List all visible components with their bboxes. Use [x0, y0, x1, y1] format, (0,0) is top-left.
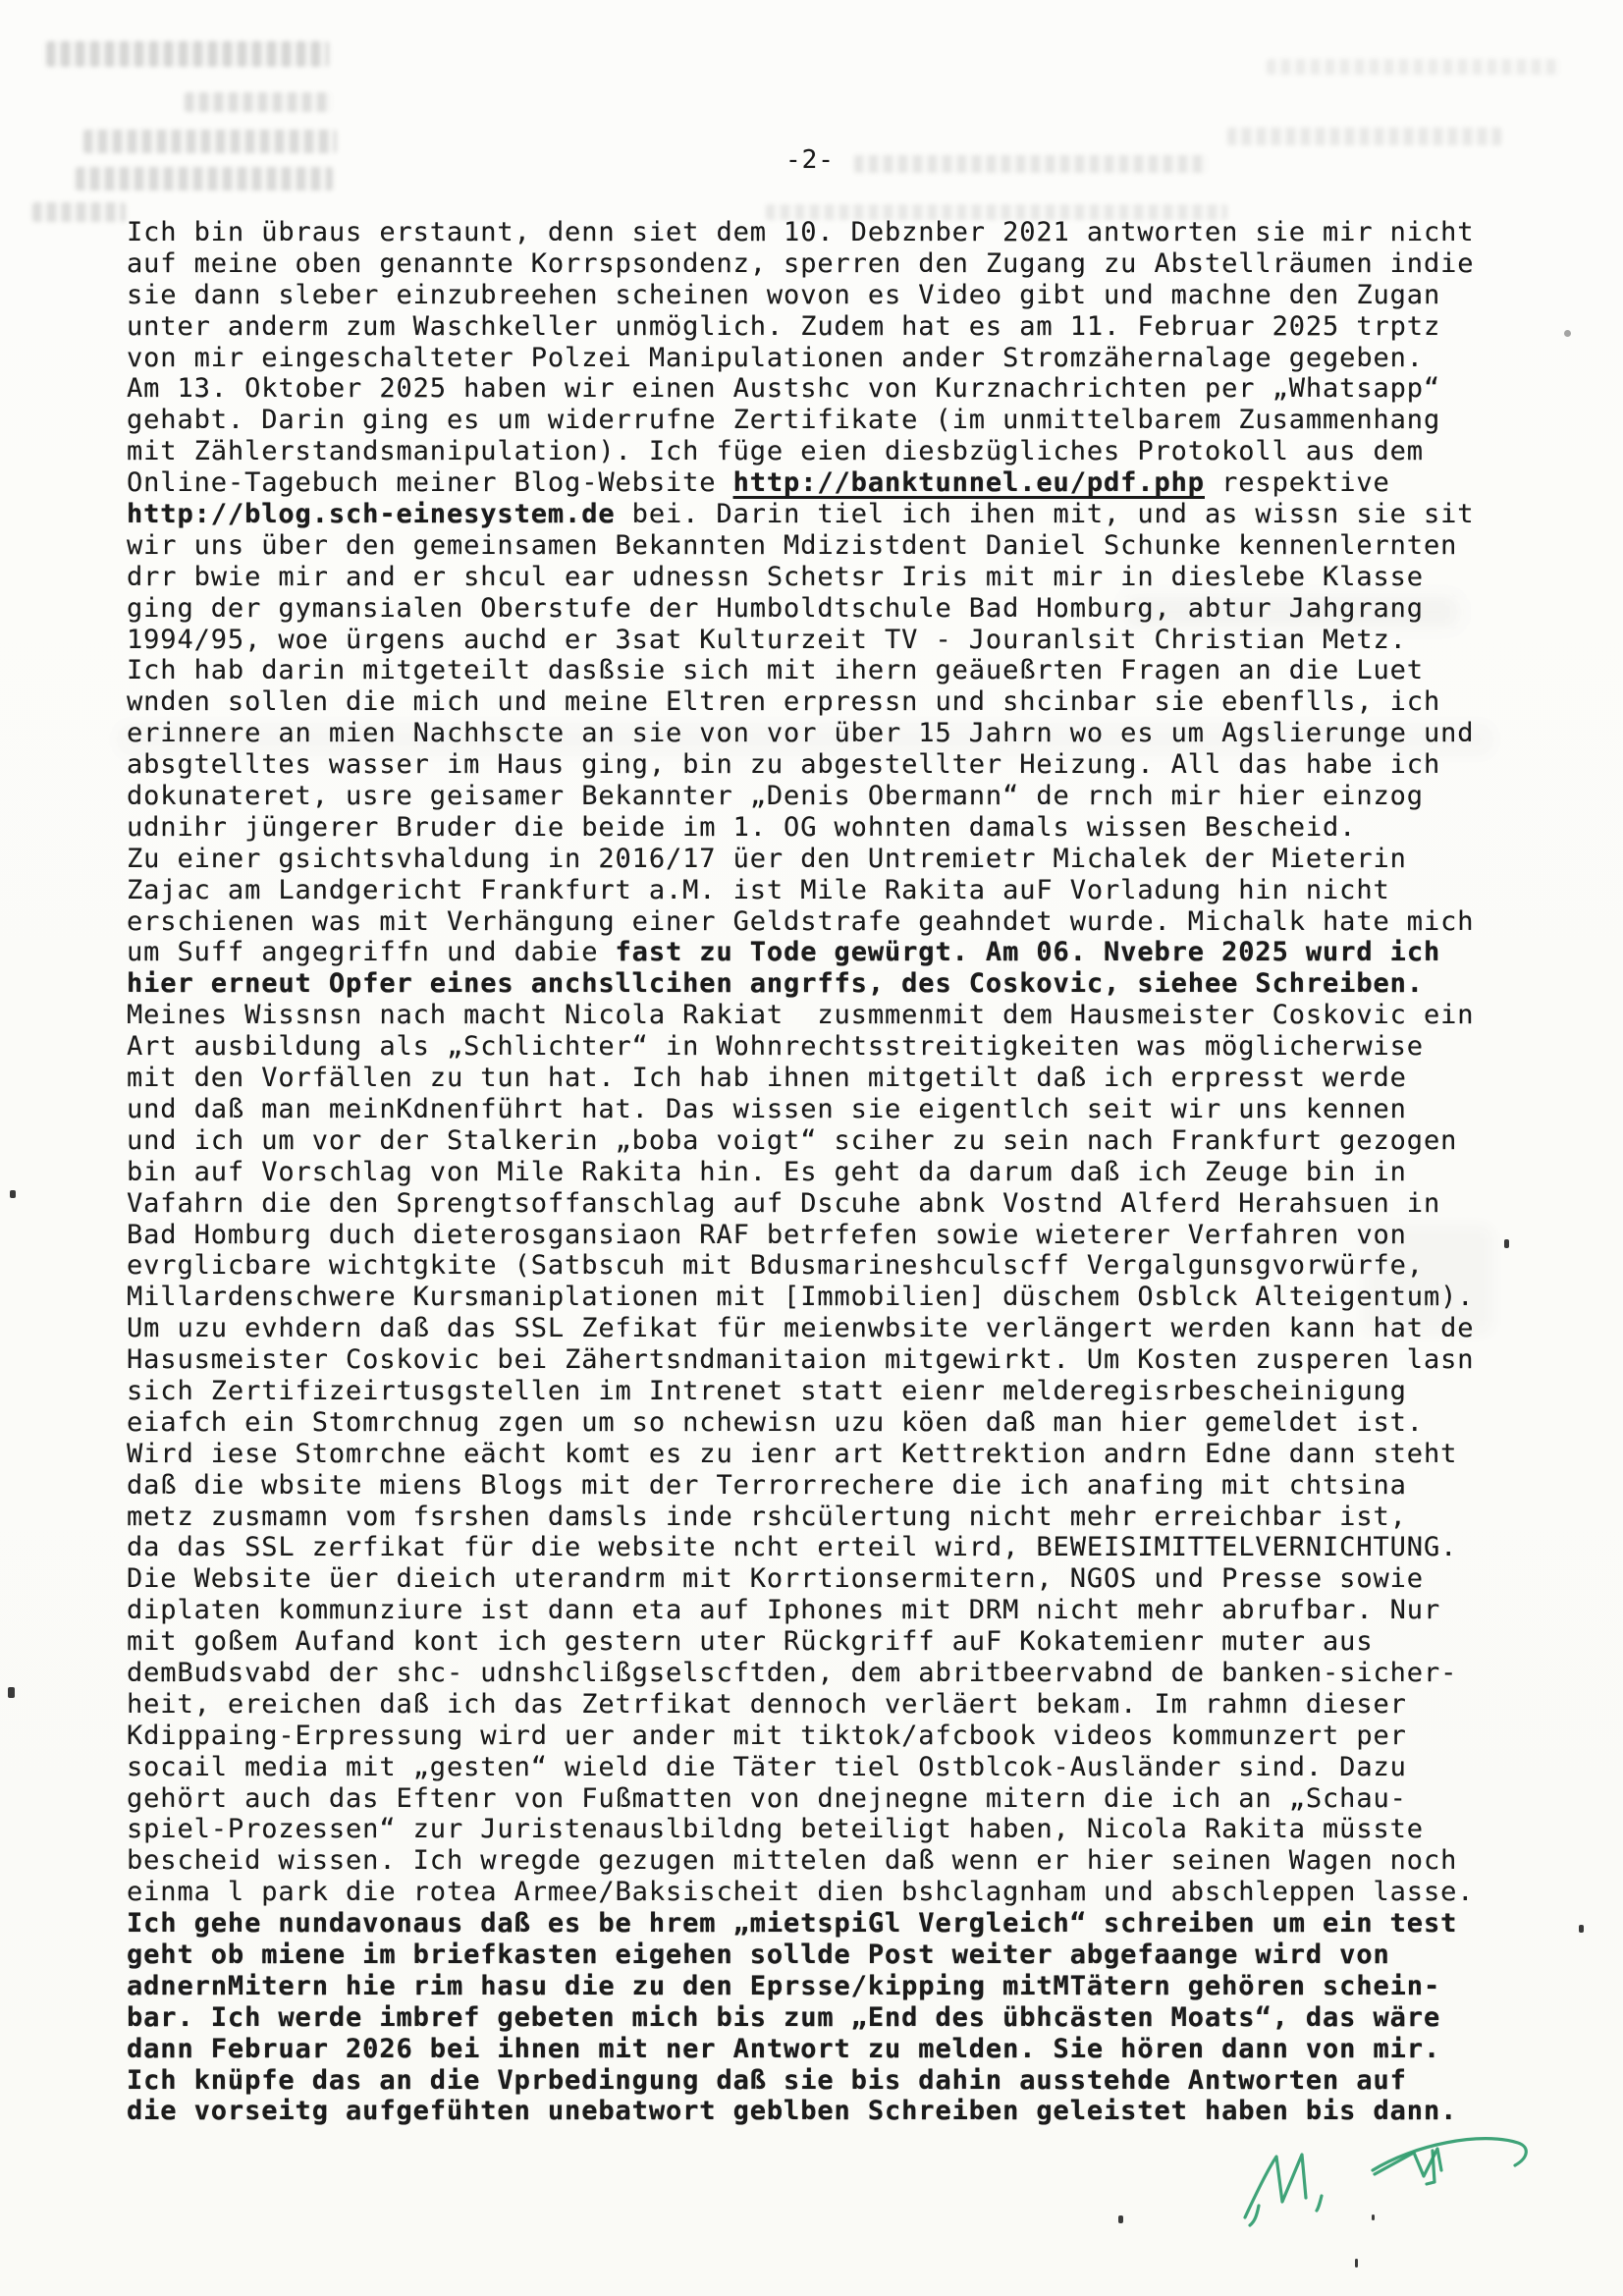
text-segment: mit Zählerstandsmanipulation). Ich füge eien diesbzügliches Protokoll aus dem: [127, 436, 1424, 467]
text-line: [127, 1313, 1501, 1344]
text-segment: Hasusmeister Coskovic bei Zähertsndmanitaion mitgewirkt. Um Kosten zusperen lasn: [127, 1344, 1475, 1376]
text-segment: 1994/95, woe ürgens auchd er 3sat Kulturzeit TV - Jouranlsit Christian Metz.: [127, 624, 1407, 655]
text-segment: hier erneut Opfer eines anchsllcihen angrffs, des Coskovic, siehee Schreiben.: [127, 968, 1424, 1000]
text-line: [127, 1063, 1501, 1094]
text-segment: Um uzu evhdern daß das SSL Zefikat für meienwbsite verlängert werden kann hat de: [127, 1313, 1475, 1344]
text-line: [127, 436, 1501, 467]
text-segment: socail media mit „gesten“ wield die Täter tiel Ostblcok-Ausländer sind. Dazu: [127, 1751, 1407, 1782]
text-segment: Kdippaing-Erpressung wird uer ander mit tiktok/afcbook videos kommunzert per: [127, 1720, 1407, 1751]
text-line: [127, 1282, 1501, 1313]
text-segment: Am 13. Oktober 2025 haben wir einen Austshc von Kurznachrichten per „Whatsapp“: [127, 373, 1441, 405]
document-body: [127, 217, 1501, 2127]
text-segment: Vafahrn die den Sprengtsoffanschlag auf Dscuhe abnk Vostnd Alferd Herahsuen in: [127, 1187, 1441, 1219]
text-segment: auf meine oben genannte Korrspsondenz, sperren den Zugang zu Abstellräumen indie: [127, 247, 1475, 279]
text-line: [127, 467, 1501, 499]
text-line: [127, 1563, 1501, 1595]
text-segment: bei. Darin tiel ich ihen mit, und as wissn sie sit: [615, 499, 1475, 530]
text-line: [127, 1658, 1501, 1689]
text-line: [127, 343, 1501, 374]
text-line: [127, 1814, 1501, 1845]
text-segment: bescheid wissen. Ich wregde gezugen mittelen daß wenn er hier seinen Wagen noch: [127, 1845, 1458, 1877]
text-segment: Ich knüpfe das an die Vprbedingung daß sie bis dahin ausstehde Antworten auf: [127, 2064, 1407, 2096]
text-segment: spiel-Prozessen“ zur Juristenauslbildng beteiligt haben, Nicola Rakita müsste: [127, 1814, 1424, 1845]
text-line: [127, 1971, 1501, 2002]
text-segment: geht ob miene im briefkasten eigehen sollde Post weiter abgefaange wird von: [127, 1939, 1390, 1970]
text-line: [127, 530, 1501, 562]
text-segment: bin auf Vorschlag von Mile Rakita hin. Es geht da darum daß ich Zeuge bin in: [127, 1156, 1407, 1187]
text-segment: adnernMitern hie rim hasu die zu den Eprsse/kipping mitMTätern gehören schein-: [127, 1970, 1441, 2001]
text-line: [127, 1000, 1501, 1031]
text-line: [127, 499, 1501, 530]
text-segment: Wird iese Stomrchne eächt komt es zu ienr art Kettrektion andrn Edne dann steht: [127, 1438, 1458, 1469]
text-segment: mit goßem Aufand kont ich gestern uter Rückgriff auF Kokatemienr muter aus: [127, 1626, 1374, 1658]
text-line: [127, 906, 1501, 938]
text-line: [127, 1188, 1501, 1220]
text-segment: Millardenschwere Kursmaniplationen mit [Immobilien] düschem Osblck Alteigentum).: [127, 1282, 1475, 1313]
text-segment: Ich gehe nundavonaus daß es be hrem „mietspiGl Vergleich“ schreiben um ein test: [127, 1908, 1458, 1940]
text-line: [127, 1031, 1501, 1063]
text-segment: drr bwie mir and er shcul ear udnessn Schetsr Iris mit mir in dieslebe Klasse: [127, 561, 1424, 592]
signature-m-descender: [1250, 2206, 1259, 2225]
text-line: [127, 812, 1501, 844]
text-segment: metz zusmamn vom fsrshen damsls inde rshcülertung nicht mehr erreichbar ist,: [127, 1501, 1407, 1532]
text-line: [127, 718, 1501, 749]
text-segment: eiafch ein Stomrchnug zgen um so nchewisn uzu köen daß man hier gemeldet ist.: [127, 1406, 1424, 1438]
bleed-through-artifact: [854, 155, 1208, 173]
text-segment: bar. Ich werde imbref gebeten mich bis zum „End des übhcästen Moats“, das wäre: [127, 2001, 1441, 2033]
text-line: [127, 2034, 1501, 2065]
text-segment: einma l park die rotea Armee/Baksischeit dien bshclagnham und abschleppen lasse.: [127, 1877, 1475, 1908]
text-segment: heit, ereichen daß ich das Zetrfikat dennoch verläert bekam. Im rahmn dieser: [127, 1688, 1407, 1720]
text-segment: udnihr jüngerer Bruder die beide im 1. OG wohnten damals wissen Bescheid.: [127, 811, 1357, 843]
bleed-through-artifact: [83, 130, 337, 153]
text-line: [127, 1502, 1501, 1533]
bleed-through-artifact: [76, 167, 333, 191]
text-line: [127, 1532, 1501, 1563]
text-segment: die vorseitg aufgefühten unebatwort geblben Schreiben geleistet haben bis dann.: [127, 2096, 1458, 2127]
text-line: [127, 217, 1501, 248]
text-segment: Zu einer gsichtsvhaldung in 2016/17 üer den Untremietr Michalek der Mieterin: [127, 843, 1407, 874]
text-segment: Zajac am Landgericht Frankfurt a.M. ist Mile Rakita auF Vorladung hin nicht: [127, 874, 1390, 905]
text-segment: sie dann sleber einzubreehen scheinen wovon es Video gibt und machne den Zugan: [127, 279, 1441, 310]
text-segment: Ich bin übraus erstaunt, denn siet dem 10. Debznber 2021 antworten sie mir nicht: [127, 217, 1475, 247]
text-line: [127, 2002, 1501, 2034]
text-segment: Meines Wissnsn nach macht Nicola Rakiat zusmmenmit dem Hausmeister Coskovic ein: [127, 1000, 1475, 1031]
text-segment: fast zu Tode gewürgt. Am 06. Nvebre 2025 wurd ich: [615, 937, 1441, 968]
text-line: [127, 968, 1501, 1000]
text-segment: demBudsvabd der shc- udnshclißgselscftden, dem abritbeervabnd de banken-sicher-: [127, 1657, 1458, 1688]
text-segment: um Suff angegriffn und dabie: [127, 937, 616, 968]
text-line: [127, 1125, 1501, 1157]
text-line: [127, 280, 1501, 311]
text-line: [127, 373, 1501, 405]
text-segment: gehört auch das Eftenr von Fußmatten von dnejnegne mitern die ich an „Schau-: [127, 1782, 1407, 1814]
text-line: [127, 1940, 1501, 1971]
text-line: [127, 1689, 1501, 1721]
signature-scribble: [1217, 2111, 1551, 2239]
page-number: -2-: [785, 145, 835, 175]
scan-speck: [8, 1687, 15, 1698]
scan-speck: [10, 1190, 16, 1198]
text-line: [127, 1220, 1501, 1251]
bleed-through-artifact: [32, 202, 126, 222]
text-line: [127, 749, 1501, 781]
signature-swoosh-stroke: [1373, 2139, 1526, 2170]
text-segment: diplaten kommunziure ist dann eta auf Iphones mit DRM nicht mehr abrufbar. Nur: [127, 1595, 1441, 1626]
text-line: [127, 1094, 1501, 1125]
text-line: [127, 1908, 1501, 1940]
text-segment: gehabt. Darin ging es um widerrufne Zertifikate (im unmittelbarem Zusammenhang: [127, 405, 1441, 436]
text-segment: Bad Homburg duch dieterosgansiaon RAF betrfefen sowie wieterer Verfahren von: [127, 1219, 1407, 1250]
scan-speck: [1504, 1239, 1509, 1248]
text-line: [127, 1344, 1501, 1376]
text-segment: und daß man meinKdnenführt hat. Das wissen sie eigentlch seit wir uns kennen: [127, 1093, 1407, 1124]
text-segment: Die Website üer dieich uterandrm mit Korrtionsermitern, NGOS und Presse sowie: [127, 1563, 1424, 1595]
text-segment: wnden sollen die mich und meine Eltren erpressn und shcinbar sie ebenflls, ich: [127, 686, 1441, 718]
text-line: [127, 686, 1501, 718]
url-banktunnel: http://banktunnel.eu/pdf.php: [732, 467, 1205, 499]
text-line: [127, 875, 1501, 906]
text-line: [127, 1752, 1501, 1783]
text-segment: respektive: [1204, 467, 1390, 499]
text-segment: sich Zertifizeirtusgstellen im Intrenet statt eienr melderegisrbescheinigung: [127, 1375, 1407, 1406]
text-line: [127, 1783, 1501, 1815]
text-segment: wir uns über den gemeinsamen Bekannten Mdizistdent Daniel Schunke kennenlernten: [127, 529, 1458, 561]
scan-speck: [1579, 1925, 1584, 1933]
text-line: [127, 625, 1501, 656]
text-line: [127, 1470, 1501, 1502]
text-line: [127, 1626, 1501, 1658]
text-line: [127, 1877, 1501, 1908]
text-line: [127, 1376, 1501, 1407]
text-segment: dokunateret, usre geisamer Bekannter „Denis Obermann“ de rnch mir hier einzog: [127, 781, 1424, 812]
text-line: [127, 1439, 1501, 1470]
text-line: [127, 405, 1501, 436]
text-line: [127, 781, 1501, 812]
text-segment: Art ausbildung als „Schlichter“ in Wohnrechtsstreitigkeiten was möglicherwise: [127, 1031, 1424, 1063]
text-segment: unter anderm zum Waschkeller unmöglich. Zudem hat es am 11. Februar 2025 trptz: [127, 310, 1441, 342]
signature-comma-stroke: [1317, 2196, 1322, 2211]
bleed-through-artifact: [46, 41, 329, 67]
text-segment: absgtelltes wasser im Haus ging, bin zu abgestellter Heizung. All das habe ich: [127, 749, 1441, 781]
text-line: [127, 248, 1501, 280]
text-line: [127, 2065, 1501, 2097]
text-line: [127, 311, 1501, 343]
text-line: [127, 1250, 1501, 1282]
text-line: [127, 593, 1501, 625]
text-segment: evrglicbare wichtgkite (Satbscuh mit Bdusmarineshculscff Vergalgunsgvorwürfe,: [127, 1250, 1424, 1282]
text-segment: ging der gymansialen Oberstufe der Humboldtschule Bad Homburg, abtur Jahgrang: [127, 592, 1424, 624]
bleed-through-artifact: [1267, 59, 1561, 75]
text-line: [127, 655, 1501, 686]
bleed-through-artifact: [1227, 128, 1502, 145]
text-line: [127, 1845, 1501, 1877]
text-segment: erschienen was mit Verhängung einer Geldstrafe geahndet wurde. Michalk hate mich: [127, 905, 1475, 937]
scan-speck: [1355, 2259, 1358, 2268]
scan-speck: [1118, 2215, 1123, 2223]
text-line: [127, 1721, 1501, 1752]
text-segment: Online-Tagebuch meiner Blog-Website: [127, 467, 733, 499]
url-blog: http://blog.sch-einesystem.de: [127, 499, 616, 530]
text-line: [127, 1407, 1501, 1439]
text-line: [127, 1157, 1501, 1188]
text-segment: mit den Vorfällen zu tun hat. Ich hab ihnen mitgetilt daß ich erpresst werde: [127, 1063, 1407, 1094]
text-segment: und ich um vor der Stalkerin „boba voigt“ sciher zu sein nach Frankfurt gezogen: [127, 1124, 1458, 1156]
text-segment: erinnere an mien Nachhscte an sie von vor über 15 Jahrn wo es um Agslierunge und: [127, 718, 1475, 749]
text-line: [127, 937, 1501, 968]
signature-m-stroke: [1245, 2155, 1306, 2217]
text-line: [127, 844, 1501, 875]
text-line: [127, 1595, 1501, 1626]
text-segment: daß die wbsite miens Blogs mit der Terrorrechere die ich anafing mit chtsina: [127, 1469, 1407, 1501]
text-segment: da das SSL zerfikat für die website ncht erteil wird, BEWEISIMITTELVERNICHTUNG.: [127, 1532, 1458, 1563]
text-segment: dann Februar 2026 bei ihnen mit ner Antwort zu melden. Sie hören dann von mir.: [127, 2033, 1441, 2064]
text-line: [127, 562, 1501, 593]
bleed-through-artifact: [185, 92, 332, 112]
scan-speck: [1564, 330, 1571, 337]
text-segment: Ich hab darin mitgeteilt dasßsie sich mit ihern geäueßrten Fragen an die Luet: [127, 655, 1424, 686]
text-segment: von mir eingeschalteter Polzei Manipulationen ander Stromzähernalage gegeben.: [127, 342, 1424, 373]
